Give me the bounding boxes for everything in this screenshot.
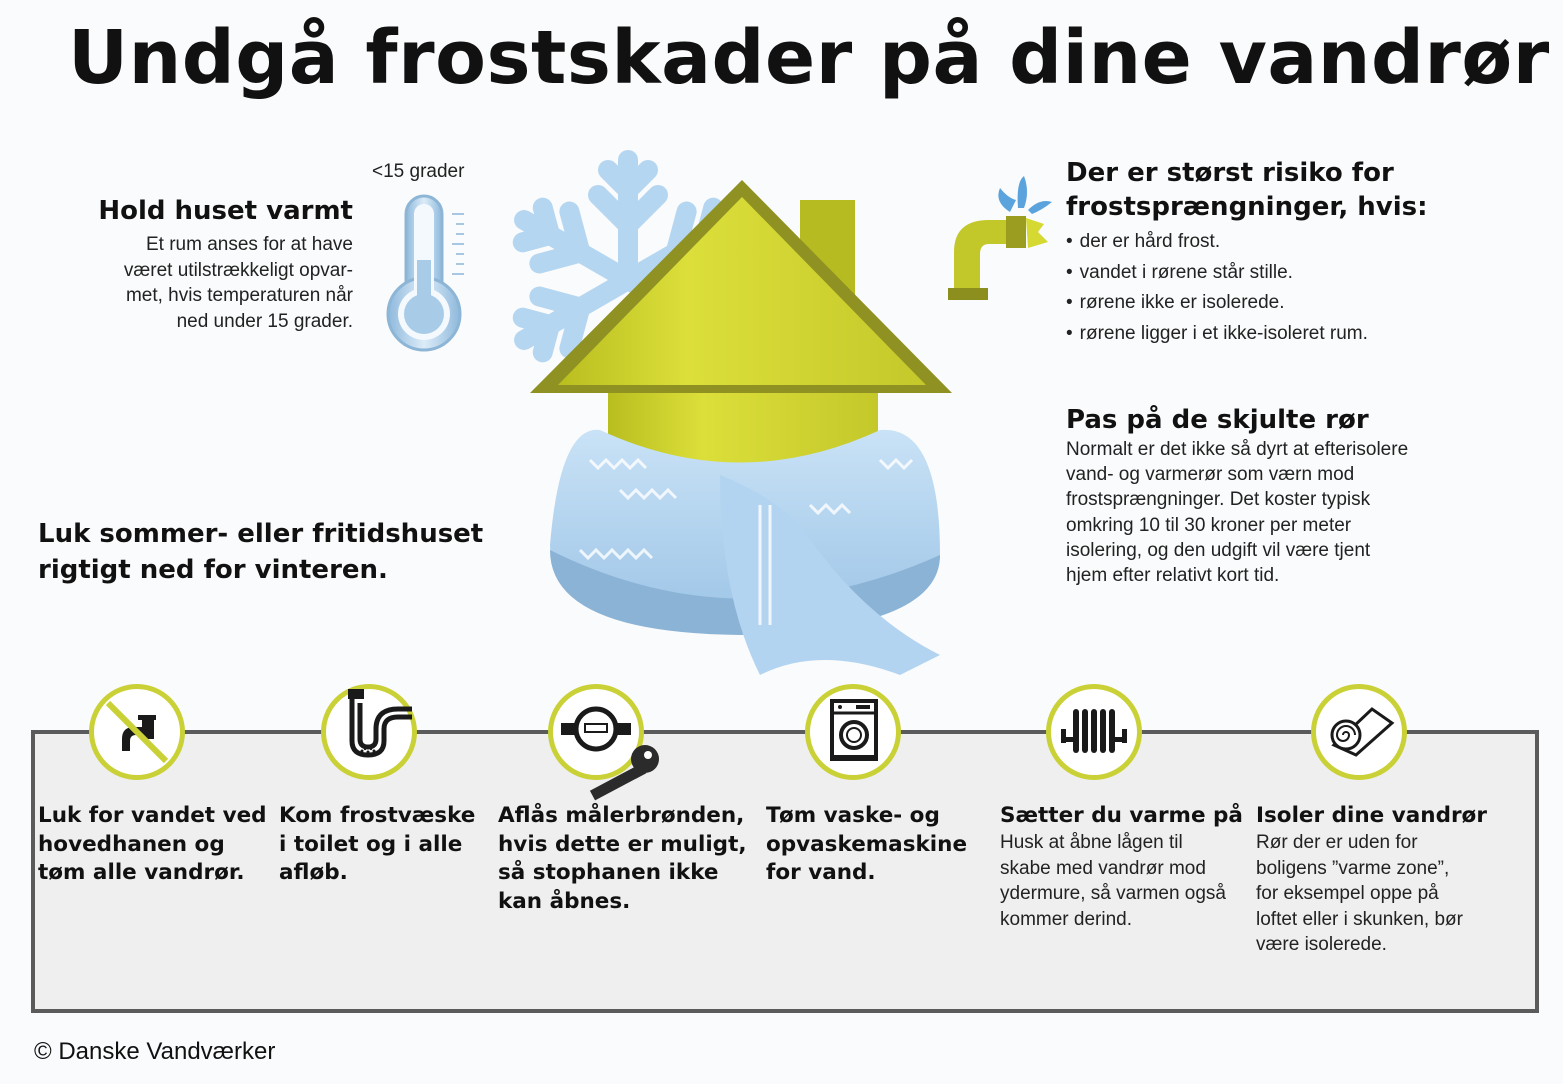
no-tap-icon bbox=[89, 684, 185, 780]
step-heading-line: afløb. bbox=[279, 860, 348, 885]
step-heading-line: Luk for vandet ved bbox=[38, 803, 267, 828]
step-text-line: skabe med vandrør mod bbox=[1000, 857, 1206, 879]
step-text-line: Husk at åbne lågen til bbox=[1000, 832, 1183, 853]
step-heading-line: i toilet og i alle bbox=[279, 831, 463, 857]
step-heading-line: så stophanen ikke bbox=[498, 860, 719, 885]
hidden-pipes-line: omkring 10 til 30 kroner per meter bbox=[1066, 514, 1352, 536]
risk-list-item: • rørene ikke er isolerede. bbox=[1066, 290, 1536, 321]
step-4-heading bbox=[766, 802, 986, 888]
shutdown-heading-line: Luk sommer- eller fritidshuset bbox=[38, 519, 484, 549]
shutdown-heading bbox=[38, 516, 508, 588]
risk-list-item: • rørene ligger i et ikke-isoleret rum. bbox=[1066, 321, 1536, 352]
step-text-line: være isolerede. bbox=[1256, 934, 1387, 955]
step-1-heading bbox=[38, 802, 283, 888]
step-text-line: kommer derind. bbox=[1000, 908, 1132, 930]
step-text-line: Rør der er uden for bbox=[1256, 832, 1418, 853]
thermometer-label: <15 grader bbox=[372, 161, 465, 182]
step-heading-line: hovedhanen og bbox=[38, 831, 225, 857]
step-heading-line: kan åbnes. bbox=[498, 888, 631, 914]
step-heading-line: Aflås målerbrønden, bbox=[498, 803, 745, 828]
hidden-pipes-line: Normalt er det ikke så dyrt at efterisolere bbox=[1066, 439, 1409, 460]
hidden-pipes-line: vand- og varmerør som værn mod bbox=[1066, 464, 1355, 486]
warm-heading: Hold huset varmt bbox=[98, 196, 353, 226]
washing-machine-icon bbox=[805, 684, 901, 780]
hidden-pipes-line: isolering, og den udgift vil være tjent bbox=[1066, 539, 1371, 561]
step-heading-line: tøm alle vandrør. bbox=[38, 860, 245, 885]
step-heading-line: Tøm vaske- og bbox=[766, 803, 940, 828]
step-3-heading bbox=[498, 802, 758, 916]
step-heading-line: Kom frostvæske bbox=[279, 803, 476, 828]
risk-list-item: • der er hård frost. bbox=[1066, 229, 1536, 260]
house-with-scarf-illustration bbox=[520, 175, 960, 695]
risk-list bbox=[1066, 229, 1536, 351]
burst-pipe-icon bbox=[944, 172, 1054, 307]
step-5-heading bbox=[1000, 802, 1256, 831]
page-title: Undgå frostskader på dine vandrør bbox=[68, 15, 1550, 101]
shutdown-heading-line: rigtigt ned for vinteren. bbox=[38, 555, 388, 585]
step-5-text bbox=[1000, 830, 1256, 932]
hidden-pipes-line: frostsprængninger. Det koster typisk bbox=[1066, 489, 1371, 511]
risk-heading-line: frostsprængninger, hvis: bbox=[1066, 192, 1428, 222]
water-meter-key-icon bbox=[548, 684, 644, 780]
step-text-line: loftet eller i skunken, bør bbox=[1256, 908, 1463, 930]
step-heading-line: Isoler dine vandrør bbox=[1256, 803, 1487, 828]
risk-heading bbox=[1066, 156, 1526, 224]
copyright: © Danske Vandværker bbox=[34, 1038, 276, 1065]
step-heading-line: opvaskemaskine bbox=[766, 831, 968, 857]
step-6-text bbox=[1256, 830, 1516, 958]
step-heading-line: Sætter du varme på bbox=[1000, 803, 1243, 828]
drain-pipe-icon bbox=[321, 684, 417, 780]
thermometer-icon bbox=[380, 190, 480, 360]
risk-list-item: • vandet i rørene står stille. bbox=[1066, 260, 1536, 291]
insulation-roll-icon bbox=[1311, 684, 1407, 780]
radiator-icon bbox=[1046, 684, 1142, 780]
step-text-line: ydermure, så varmen også bbox=[1000, 883, 1226, 904]
step-2-heading bbox=[279, 802, 499, 888]
step-6-heading bbox=[1256, 802, 1516, 831]
step-heading-line: hvis dette er muligt, bbox=[498, 831, 747, 857]
hidden-pipes-line: hjem efter relativt kort tid. bbox=[1066, 565, 1280, 587]
risk-heading-line: Der er størst risiko for bbox=[1066, 158, 1394, 188]
hidden-pipes-heading: Pas på de skjulte rør bbox=[1066, 405, 1369, 435]
warm-text-line: ned under 15 grader. bbox=[176, 310, 353, 332]
step-text-line: for eksempel oppe på bbox=[1256, 883, 1439, 904]
hidden-pipes-text bbox=[1066, 437, 1476, 588]
warm-text-line: Et rum anses for at have bbox=[146, 234, 353, 255]
warm-text-line: været utilstrækkeligt opvar- bbox=[123, 259, 353, 281]
warm-text-line: met, hvis temperaturen når bbox=[125, 285, 353, 306]
step-text-line: boligens ”varme zone”, bbox=[1256, 857, 1450, 879]
warm-text bbox=[60, 232, 353, 334]
step-heading-line: for vand. bbox=[766, 860, 876, 885]
